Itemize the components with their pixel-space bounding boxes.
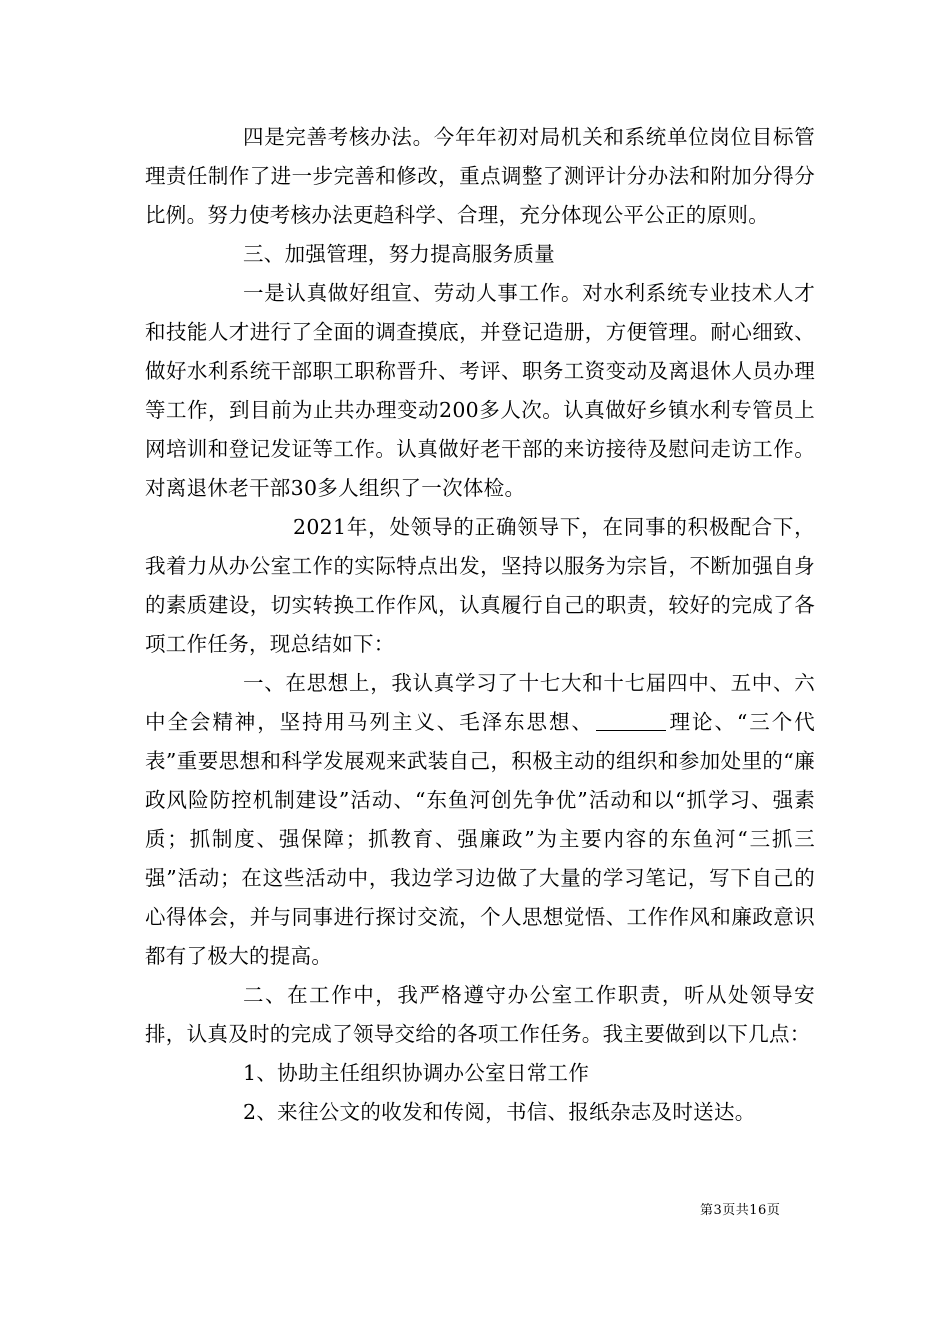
paragraph-summary-intro: 2021年，处领导的正确领导下，在同事的积极配合下，我着力从办公室工作的实际特点出发，坚持以服务为宗旨，不断加强自身的素质建设，切实转换工作作风，认真履行自己的职责，较好的完成了各项工作任务，现总结如下：	[145, 515, 815, 656]
list-item-2: 2、来往公文的收发和传阅，书信、报纸杂志及时送达。	[243, 1100, 756, 1124]
page-number-footer: 第3页共16页	[700, 1203, 781, 1218]
paragraph-assessment: 四是完善考核办法。今年年初对局机关和系统单位岗位目标管理责任制作了进一步完善和修改，重点调整了测评计分办法和附加分得分比例。努力使考核办法更趋科学、合理，充分体现公平公正的原则。	[145, 125, 815, 227]
paragraph-work-duties: 二、在工作中，我严格遵守办公室工作职责，听从处领导安排，认真及时的完成了领导交给的各项工作任务。我主要做到以下几点：	[145, 983, 815, 1046]
fill-blank-line	[596, 708, 666, 731]
paragraph-personnel: 一是认真做好组宣、劳动人事工作。对水利系统专业技术人才和技能人才进行了全面的调查摸底，并登记造册，方便管理。耐心细致、做好水利系统干部职工职称晋升、考评、职务工资变动及离退休人员办理等工作，到目前为止共办理变动200多人次。认真做好乡镇水利专管员上网培训和登记发证等工作。认真做好老干部的来访接待及慰问走访工作。对离退休老干部30多人组织了一次体检。	[145, 281, 815, 500]
paragraph-ideology	[145, 664, 815, 976]
section-heading-management: 三、加强管理，努力提高服务质量	[243, 242, 555, 266]
paragraph-ideology-part2: 理论、“三个代表”重要思想和科学发展观来武装自己，积极主动的组织和参加处里的“廉政风险防控机制建设”活动、“东鱼河创先争优”活动和以“抓学习、强素质；抓制度、强保障；抓教育、强廉政”为主要内容的东鱼河“三抓三强”活动；在这些活动中，我边学习边做了大量的学习笔记，写下自己的心得体会，并与同事进行探讨交流，个人思想觉悟、工作作风和廉政意识都有了极大的提高。	[145, 710, 815, 968]
document-body	[145, 118, 815, 1132]
paragraph-ideology-part1: 一、在思想上，我认真学习了十七大和十七届四中、五中、六中全会精神，坚持用马列主义、毛泽东思想、	[145, 671, 815, 734]
list-item-1: 1、协助主任组织协调办公室日常工作	[243, 1061, 590, 1085]
